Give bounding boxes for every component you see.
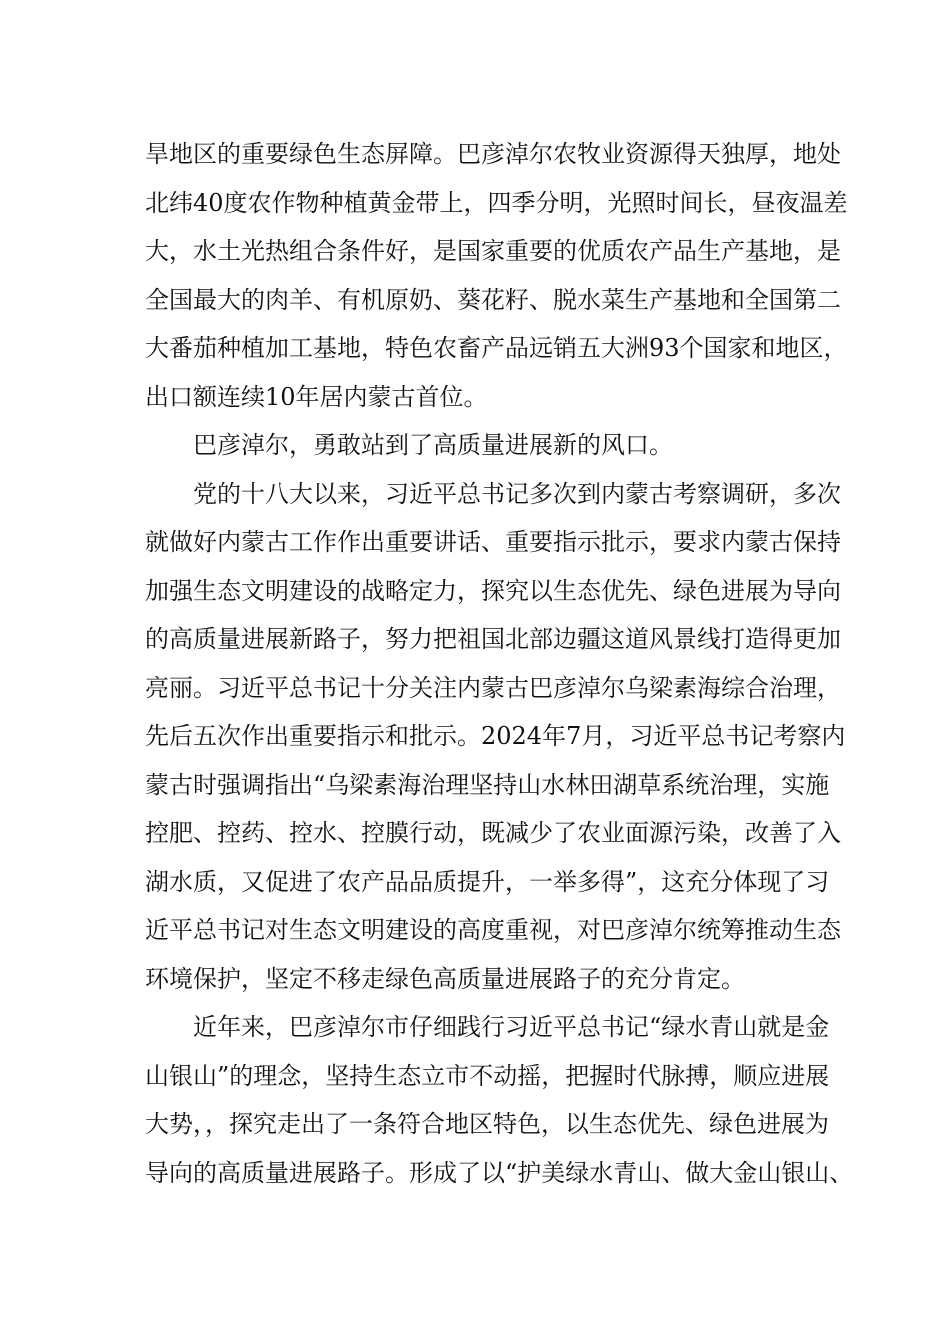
text-line: 近平总书记对生态文明建设的高度重视，对巴彦淖尔统筹推动生态	[145, 916, 841, 944]
text-line: 的高质量进展新路子，努力把祖国北部边疆这道风景线打造得更加	[145, 625, 841, 653]
paragraph	[145, 421, 835, 470]
text-line: 党的十八大以来，习近平总书记多次到内蒙古考察调研，多次	[193, 479, 841, 508]
text-line: 全国最大的肉羊、有机原奶、葵花籽、脱水菜生产基地和全国第二	[145, 285, 841, 314]
text-line: 大，水土光热组合条件好，是国家重要的优质农产品生产基地，是	[145, 237, 841, 265]
text-line: 北纬40度农作物种植黄金带上，四季分明，光照时间长，昼夜温差	[145, 188, 848, 217]
text-line: 就做好内蒙古工作作出重要讲话、重要指示批示，要求内蒙古保持	[145, 528, 841, 556]
text-line: 导向的高质量进展路子。形成了以“护美绿水青山、做大金山银山、	[145, 1158, 854, 1187]
text-line: 大势，，探究走出了一条符合地区特色，以生态优先、绿色进展为	[145, 1110, 829, 1138]
text-line: 出口额连续10年居内蒙古首位。	[145, 382, 488, 411]
paragraph	[145, 470, 846, 1004]
text-line: 巴彦淖尔，勇敢站到了高质量进展新的风口。	[193, 431, 673, 459]
text-line: 近年来，巴彦淖尔市仔细践行习近平总书记“绿水青山就是金	[193, 1013, 830, 1041]
text-line: 湖水质，又促进了农产品品质提升，一举多得”，这充分体现了习	[145, 867, 830, 896]
paragraph	[145, 130, 848, 421]
text-line: 加强生态文明建设的战略定力，探究以生态优先、绿色进展为导向	[145, 576, 841, 605]
text-line: 先后五次作出重要指示和批示。2024年7月，习近平总书记考察内	[145, 722, 846, 750]
text-line: 亮丽。习近平总书记十分关注内蒙古巴彦淖尔乌梁素海综合治理，	[145, 673, 841, 702]
text-line: 环境保护，坚定不移走绿色高质量进展路子的充分肯定。	[145, 964, 745, 993]
text-line: 蒙古时强调指出“乌梁素海治理坚持山水林田湖草系统治理，实施	[145, 770, 830, 799]
document-body	[145, 130, 854, 1197]
paragraph	[145, 1003, 854, 1197]
text-line: 旱地区的重要绿色生态屏障。巴彦淖尔农牧业资源得天独厚，地处	[145, 140, 841, 168]
text-line: 山银山”的理念，坚持生态立市不动摇，把握时代脉搏，顺应进展	[145, 1061, 830, 1090]
text-line: 大番茄种植加工基地，特色农畜产品远销五大洲93个国家和地区，	[145, 334, 848, 362]
text-line: 控肥、控药、控水、控膜行动，既减少了农业面源污染，改善了入	[145, 819, 841, 847]
